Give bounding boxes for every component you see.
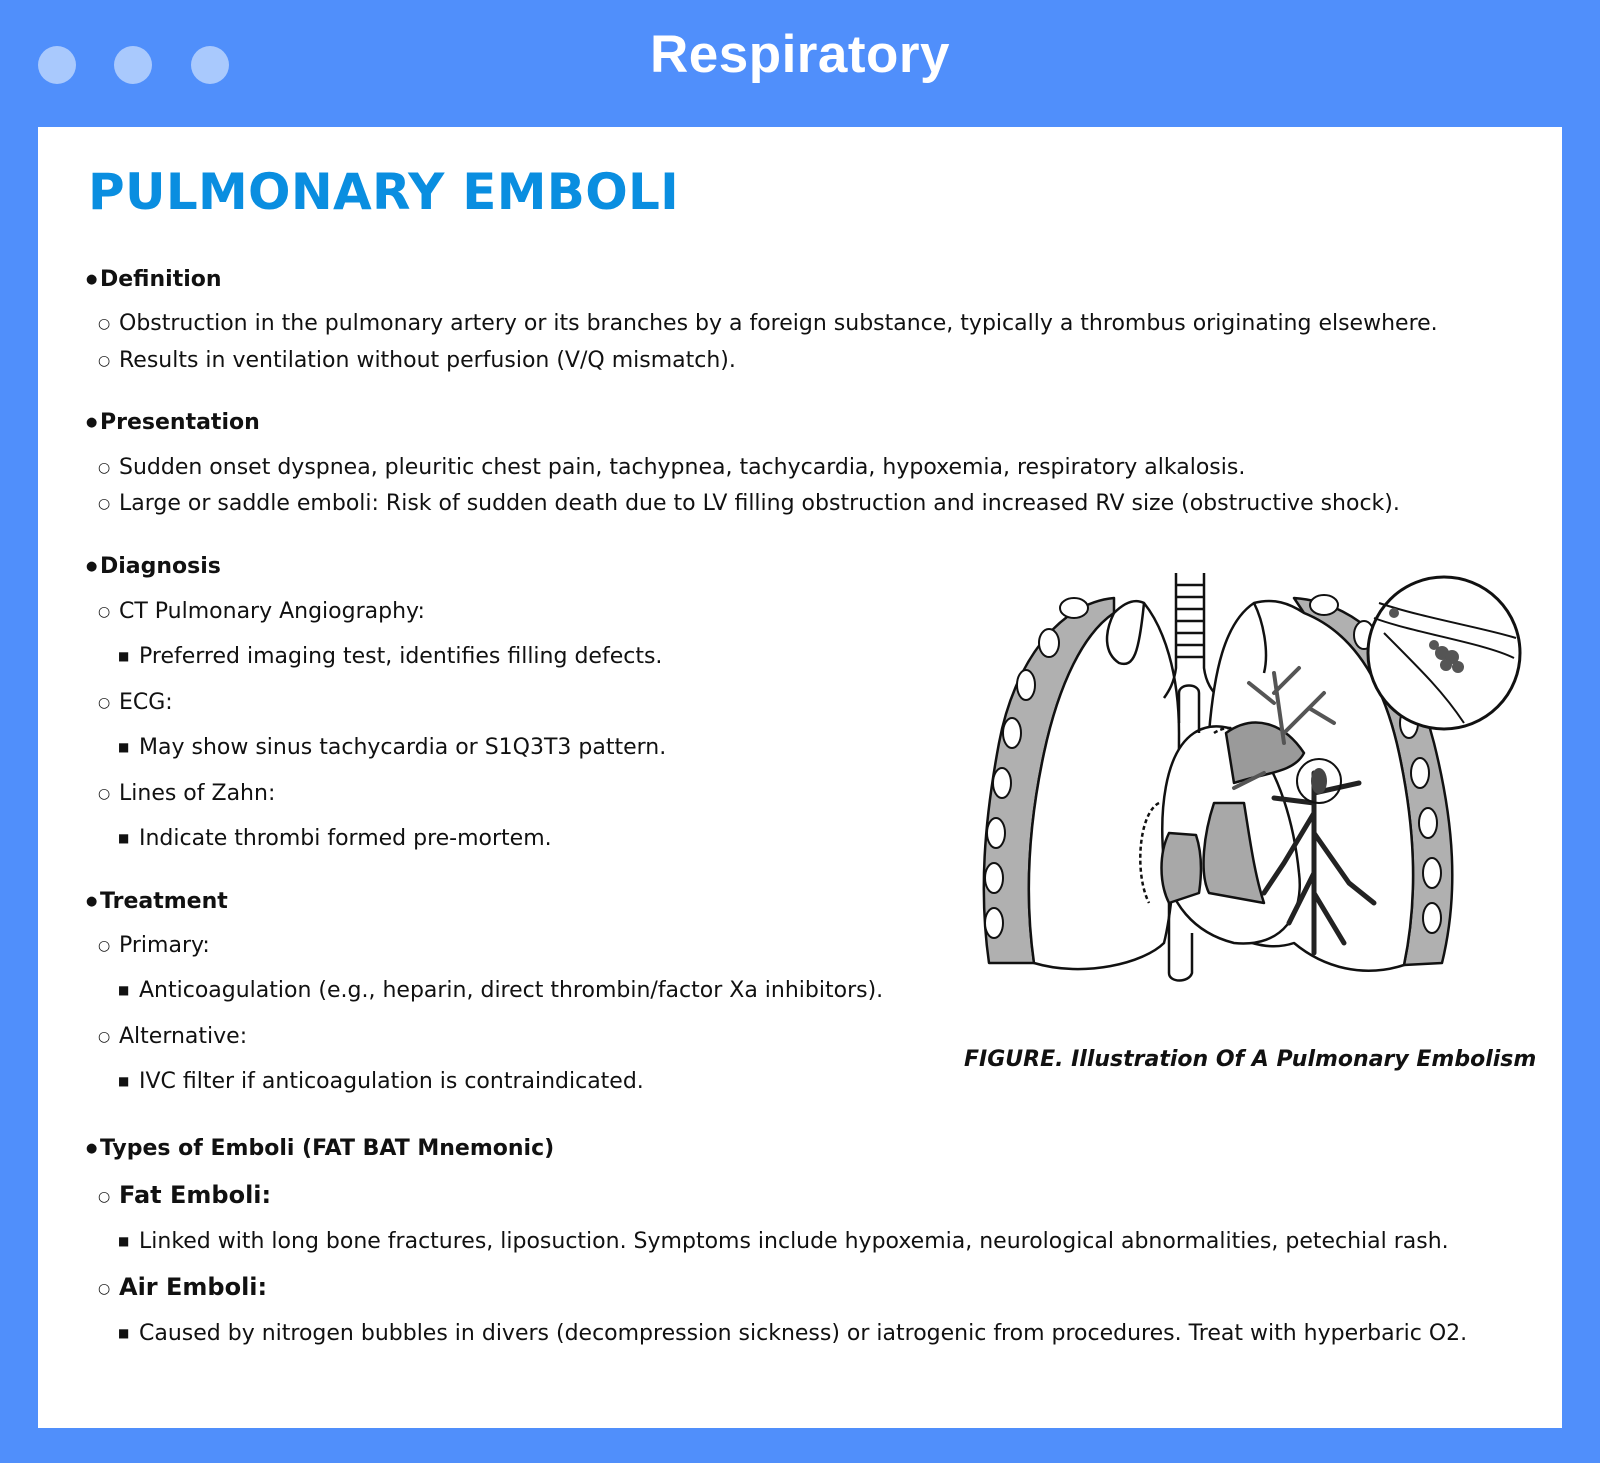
list-item: ○ Obstruction in the pulmonary artery or its branches by a foreign substance, typically a thrombus originating elsewhere. [98, 311, 1438, 336]
list-item: ○ CT Pulmonary Angiography: [98, 599, 425, 624]
list-item: ○ Lines of Zahn: [98, 781, 276, 806]
circle-bullet-icon: ○ [98, 1029, 111, 1045]
list-item: ○ ECG: [98, 690, 173, 715]
circle-bullet-icon: ○ [98, 938, 111, 954]
circle-bullet-icon: ○ [98, 353, 111, 369]
list-item: ○ Results in ventilation without perfusion (V/Q mismatch). [98, 348, 736, 373]
bullet-icon: ● [86, 1141, 98, 1156]
list-subitem: ■ May show sinus tachycardia or S1Q3T3 pattern. [118, 735, 667, 760]
list-subitem: ■ Preferred imaging test, identifies filling defects. [118, 644, 663, 669]
list-subitem: ■ Indicate thrombi formed pre-mortem. [118, 826, 552, 851]
list-item: ○ Sudden onset dyspnea, pleuritic chest pain, tachypnea, tachycardia, hypoxemia, respiratory alkalosis. [98, 455, 1246, 480]
bullet-icon: ● [86, 272, 98, 287]
bullet-icon: ● [86, 894, 98, 909]
circle-bullet-icon: ○ [98, 1189, 111, 1205]
title-bar [0, 0, 1600, 127]
list-item: ○ Air Emboli: [98, 1273, 268, 1301]
bullet-icon: ● [86, 415, 98, 430]
list-subitem: ■ Caused by nitrogen bubbles in divers (decompression sickness) or iatrogenic from procedures. Treat with hyperbaric O2. [118, 1321, 1468, 1346]
circle-bullet-icon: ○ [98, 1281, 111, 1297]
page-title: PULMONARY EMBOLI [88, 163, 680, 221]
section-heading-definition: ● Definition [86, 267, 222, 292]
content-panel [38, 127, 1562, 1428]
section-heading-diagnosis: ● Diagnosis [86, 554, 221, 579]
list-item: ○ Primary: [98, 933, 210, 958]
figure-caption: FIGURE. Illustration Of A Pulmonary Embolism [964, 1047, 1537, 1072]
circle-bullet-icon: ○ [98, 786, 111, 802]
list-item: ○ Alternative: [98, 1024, 248, 1049]
list-subitem: ■ Linked with long bone fractures, liposuction. Symptoms include hypoxemia, neurological abnormalities, petechial rash. [118, 1229, 1449, 1254]
circle-bullet-icon: ○ [98, 316, 111, 332]
circle-bullet-icon: ○ [98, 460, 111, 476]
section-heading-types: ● Types of Emboli (FAT BAT Mnemonic) [86, 1136, 555, 1161]
bullet-icon: ● [86, 559, 98, 574]
list-subitem: ■ IVC filter if anticoagulation is contraindicated. [118, 1069, 644, 1094]
window-title: Respiratory [649, 25, 951, 84]
square-bullet-icon: ■ [118, 983, 130, 997]
square-bullet-icon: ■ [118, 1234, 130, 1248]
circle-bullet-icon: ○ [98, 604, 111, 620]
circle-bullet-icon: ○ [98, 695, 111, 711]
pulmonary-embolism-illustration [964, 573, 1524, 993]
square-bullet-icon: ■ [118, 1326, 130, 1340]
square-bullet-icon: ■ [118, 1074, 130, 1088]
list-item: ○ Large or saddle emboli: Risk of sudden death due to LV filling obstruction and increased RV size (obstructive shock). [98, 491, 1400, 516]
square-bullet-icon: ■ [118, 649, 130, 663]
list-item: ○ Fat Emboli: [98, 1181, 272, 1209]
section-heading-treatment: ● Treatment [86, 889, 228, 914]
square-bullet-icon: ■ [118, 740, 130, 754]
circle-bullet-icon: ○ [98, 496, 111, 512]
list-subitem: ■ Anticoagulation (e.g., heparin, direct thrombin/factor Xa inhibitors). [118, 978, 884, 1003]
section-heading-presentation: ● Presentation [86, 410, 260, 435]
square-bullet-icon: ■ [118, 831, 130, 845]
